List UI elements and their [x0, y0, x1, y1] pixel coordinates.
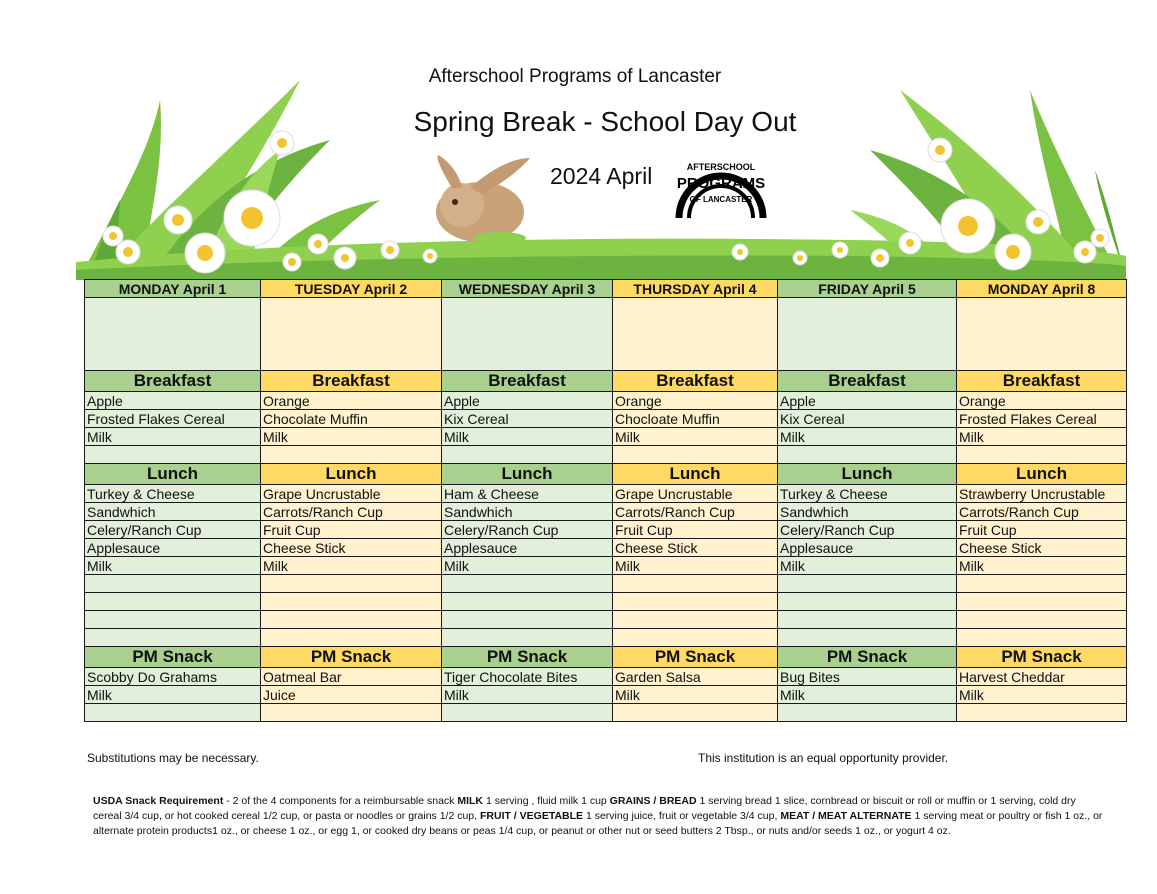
menu-item: Celery/Ranch Cup: [778, 521, 957, 539]
menu-item: Sandwhich: [442, 503, 613, 521]
menu-item: Fruit Cup: [261, 521, 442, 539]
breakfast-row: [85, 392, 1127, 410]
menu-item: Bug Bites: [778, 668, 957, 686]
section-label: PM Snack: [613, 647, 778, 668]
menu-item: Milk: [85, 557, 261, 575]
blank-row: [85, 298, 1127, 371]
menu-item: Milk: [957, 686, 1127, 704]
section-label: Lunch: [613, 464, 778, 485]
menu-item: Orange: [957, 392, 1127, 410]
menu-item: Milk: [442, 428, 613, 446]
logo-text-top: AFTERSCHOOL: [686, 162, 756, 172]
section-label: PM Snack: [442, 647, 613, 668]
menu-item: Milk: [613, 428, 778, 446]
logo-text-bottom: OF LANCASTER: [689, 195, 753, 204]
lunch-items: [85, 485, 1127, 575]
day-header: FRIDAY April 5: [778, 280, 957, 298]
menu-item: Milk: [778, 686, 957, 704]
menu-item: Frosted Flakes Cereal: [957, 410, 1127, 428]
menu-item: Harvest Cheddar: [957, 668, 1127, 686]
section-label: Breakfast: [778, 371, 957, 392]
org-title: Afterschool Programs of Lancaster: [428, 66, 722, 87]
menu-item: Applesauce: [778, 539, 957, 557]
bunny-icon: [436, 155, 530, 244]
page-title: Spring Break - School Day Out: [413, 106, 797, 137]
menu-item: Juice: [261, 686, 442, 704]
blank-row: [85, 611, 1127, 629]
snack-row: [85, 686, 1127, 704]
menu-item: Milk: [613, 686, 778, 704]
menu-item: Sandwhich: [778, 503, 957, 521]
usda-intro: - 2 of the 4 components for a reimbursable snack: [223, 795, 458, 807]
menu-item: Milk: [957, 557, 1127, 575]
section-label: Lunch: [778, 464, 957, 485]
section-label: Breakfast: [957, 371, 1127, 392]
menu-item: Carrots/Ranch Cup: [613, 503, 778, 521]
menu-item: Celery/Ranch Cup: [442, 521, 613, 539]
menu-item: Garden Salsa: [613, 668, 778, 686]
menu-item: Carrots/Ranch Cup: [957, 503, 1127, 521]
menu-item: Tiger Chocolate Bites: [442, 668, 613, 686]
lunch-row: [85, 539, 1127, 557]
menu-item: Milk: [261, 428, 442, 446]
fruit-label: FRUIT / VEGETABLE: [479, 810, 584, 822]
menu-item: Kix Cereal: [442, 410, 613, 428]
menu-item: Milk: [85, 686, 261, 704]
menu-item: Chocloate Muffin: [613, 410, 778, 428]
breakfast-row: [85, 428, 1127, 446]
day-header-row: [85, 280, 1127, 298]
section-label: Lunch: [957, 464, 1127, 485]
equal-opportunity-note: This institution is an equal opportunity provider.: [698, 751, 949, 765]
day-header: MONDAY April 8: [957, 280, 1127, 298]
day-header: THURSDAY April 4: [613, 280, 778, 298]
menu-item: Fruit Cup: [957, 521, 1127, 539]
meat-text: 1 serving meat or poultry or fish 1 oz., or alternate protein products1 oz., or cheese 1 oz., or egg 1, or cooked dry beans or peas 1/4 cup, or peanut or other nut or seed butters 2 Tbsp., or nuts and/or seeds 1 oz., or yogurt 4 oz.: [93, 810, 1103, 837]
blank-row: [85, 446, 1127, 464]
section-label: PM Snack: [957, 647, 1127, 668]
lunch-row: [85, 503, 1127, 521]
menu-item: Grape Uncrustable: [261, 485, 442, 503]
section-label: Breakfast: [613, 371, 778, 392]
usda-requirement: [93, 794, 1103, 839]
menu-item: Apple: [85, 392, 261, 410]
month-label: 2024 April: [550, 163, 653, 189]
lunch-row: [85, 485, 1127, 503]
blank-row: [85, 593, 1127, 611]
blank-row: [85, 704, 1127, 722]
breakfast-header-row: [85, 371, 1127, 392]
fruit-text: 1 serving juice, fruit or vegetable 3/4 cup,: [583, 810, 781, 822]
section-label: PM Snack: [261, 647, 442, 668]
meat-label: MEAT / MEAT ALTERNATE: [780, 810, 912, 822]
section-label: Lunch: [442, 464, 613, 485]
section-label: Lunch: [85, 464, 261, 485]
section-label: Lunch: [261, 464, 442, 485]
menu-item: Cheese Stick: [613, 539, 778, 557]
menu-item: Milk: [778, 428, 957, 446]
menu-item: Chocolate Muffin: [261, 410, 442, 428]
menu-item: Milk: [613, 557, 778, 575]
section-label: PM Snack: [85, 647, 261, 668]
menu-item: Scobby Do Grahams: [85, 668, 261, 686]
snack-row: [85, 668, 1127, 686]
section-label: Breakfast: [261, 371, 442, 392]
menu-item: Milk: [261, 557, 442, 575]
menu-item: Celery/Ranch Cup: [85, 521, 261, 539]
menu-item: Applesauce: [85, 539, 261, 557]
menu-item: Cheese Stick: [957, 539, 1127, 557]
day-header: MONDAY April 1: [85, 280, 261, 298]
milk-label: MILK: [457, 795, 484, 807]
blank-row: [85, 575, 1127, 593]
grains-text: 1 serving bread 1 slice, cornbread or biscuit or roll or muffin or 1 serving, cold dry cereal 3/4 cup, or hot cooked cereal 1/2 cup, or pasta or noodles or grains 1/2 cup,: [93, 795, 1076, 822]
lunch-row: [85, 557, 1127, 575]
section-label: Breakfast: [85, 371, 261, 392]
menu-item: Cheese Stick: [261, 539, 442, 557]
menu-item: Applesauce: [442, 539, 613, 557]
menu-item: Apple: [778, 392, 957, 410]
menu-item: Strawberry Uncrustable: [957, 485, 1127, 503]
lunch-header-row: [85, 464, 1127, 485]
menu-item: Frosted Flakes Cereal: [85, 410, 261, 428]
usda-label: USDA Snack Requirement: [93, 795, 224, 807]
menu-item: Ham & Cheese: [442, 485, 613, 503]
section-label: PM Snack: [778, 647, 957, 668]
menu-item: Milk: [442, 686, 613, 704]
blank-row: [85, 629, 1127, 647]
menu-item: Milk: [442, 557, 613, 575]
snack-header-row: [85, 647, 1127, 668]
logo-text-main: PROGRAMS: [676, 175, 766, 192]
menu-item: Oatmeal Bar: [261, 668, 442, 686]
grains-label: GRAINS / BREAD: [609, 795, 697, 807]
menu-item: Turkey & Cheese: [778, 485, 957, 503]
menu-item: Milk: [957, 428, 1127, 446]
menu-item: Kix Cereal: [778, 410, 957, 428]
menu-item: Fruit Cup: [613, 521, 778, 539]
afterschool-logo: [665, 138, 777, 228]
menu-table: [84, 279, 1127, 722]
menu-item: Milk: [85, 428, 261, 446]
breakfast-row: [85, 410, 1127, 428]
spring-flowers-illustration: [0, 0, 1157, 282]
header-banner: [0, 0, 1157, 282]
snack-items: [85, 668, 1127, 704]
menu-item: Carrots/Ranch Cup: [261, 503, 442, 521]
lunch-row: [85, 521, 1127, 539]
milk-text: 1 serving , fluid milk 1 cup: [483, 795, 610, 807]
menu-item: Milk: [778, 557, 957, 575]
menu-item: Turkey & Cheese: [85, 485, 261, 503]
menu-item: Orange: [261, 392, 442, 410]
menu-item: Sandwhich: [85, 503, 261, 521]
menu-item: Apple: [442, 392, 613, 410]
breakfast-items: [85, 392, 1127, 446]
day-header: WEDNESDAY April 3: [442, 280, 613, 298]
substitutions-note: Substitutions may be necessary.: [87, 751, 259, 765]
section-label: Breakfast: [442, 371, 613, 392]
menu-item: Orange: [613, 392, 778, 410]
day-header: TUESDAY April 2: [261, 280, 442, 298]
menu-item: Grape Uncrustable: [613, 485, 778, 503]
